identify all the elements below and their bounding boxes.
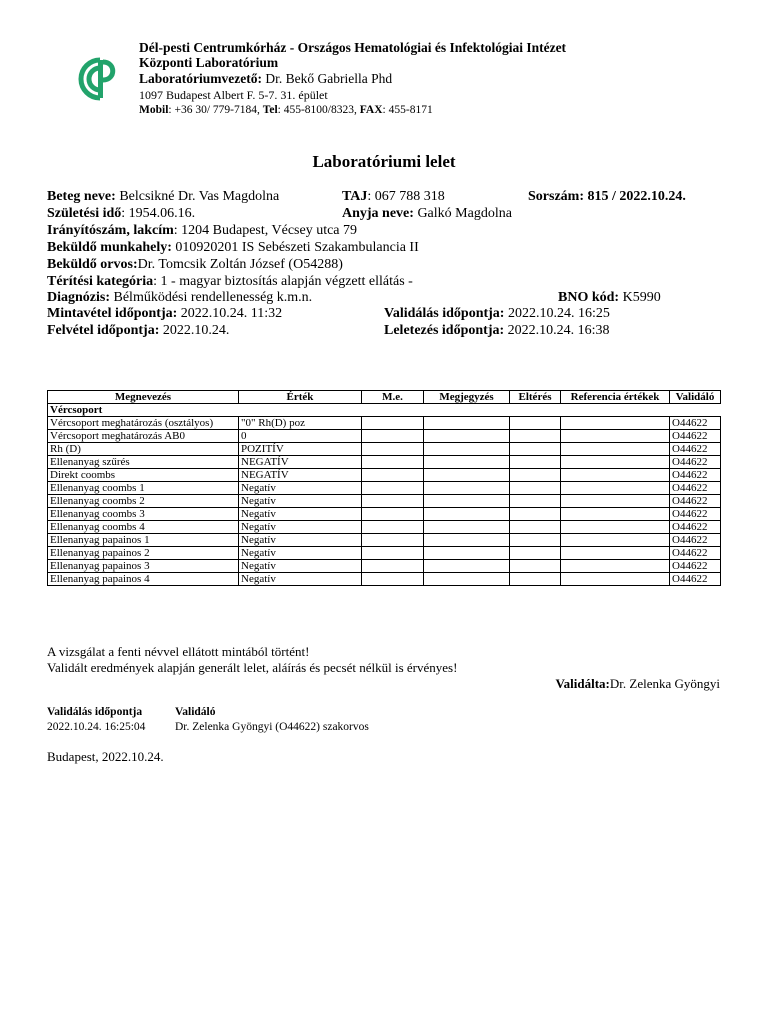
cell-deviation bbox=[510, 508, 561, 521]
cell-validator: O44622 bbox=[670, 469, 721, 482]
table-row bbox=[48, 495, 721, 508]
results-table bbox=[47, 390, 721, 586]
table-row bbox=[48, 534, 721, 547]
table-row bbox=[48, 443, 721, 456]
table-row bbox=[48, 547, 721, 560]
cell-reference bbox=[561, 560, 670, 573]
cell-deviation bbox=[510, 417, 561, 430]
cell-deviation bbox=[510, 443, 561, 456]
cell-value: POZITÍV bbox=[239, 443, 362, 456]
cell-name: Ellenanyag coombs 2 bbox=[48, 495, 239, 508]
cell-reference bbox=[561, 469, 670, 482]
cell-note bbox=[424, 573, 510, 586]
report-number: Sorszám: 815 / 2022.10.24. bbox=[528, 189, 686, 204]
cell-value: Negatív bbox=[239, 547, 362, 560]
lab-contacts: Mobil: +36 30/ 779-7184, Tel: 455-8100/8323, FAX: 455-8171 bbox=[139, 104, 433, 116]
cell-note bbox=[424, 560, 510, 573]
cell-validator: O44622 bbox=[670, 521, 721, 534]
cell-unit bbox=[362, 573, 424, 586]
table-row bbox=[48, 430, 721, 443]
validation-time: Validálás időpontja: 2022.10.24. 16:25 bbox=[384, 306, 610, 321]
cell-reference bbox=[561, 547, 670, 560]
cell-value: Negatív bbox=[239, 482, 362, 495]
cell-name: Ellenanyag coombs 3 bbox=[48, 508, 239, 521]
cell-value: NEGATÍV bbox=[239, 469, 362, 482]
cell-validator: O44622 bbox=[670, 547, 721, 560]
cell-deviation bbox=[510, 469, 561, 482]
group-row bbox=[48, 404, 721, 417]
cell-unit bbox=[362, 417, 424, 430]
cell-unit bbox=[362, 521, 424, 534]
cell-reference bbox=[561, 534, 670, 547]
group-label: Vércsoport bbox=[48, 404, 721, 417]
table-row bbox=[48, 417, 721, 430]
cell-note bbox=[424, 456, 510, 469]
payment-category: Térítési kategória: 1 - magyar biztosítás alapján végzett ellátás - bbox=[47, 274, 413, 289]
cell-name: Vércsoport meghatározás (osztályos) bbox=[48, 417, 239, 430]
patient-address: Irányítószám, lakcím: 1204 Budapest, Vécsey utca 79 bbox=[47, 223, 358, 238]
cell-value: Negatív bbox=[239, 521, 362, 534]
lab-address: 1097 Budapest Albert F. 5-7. 31. épület bbox=[139, 88, 328, 102]
sig-head-time: Validálás időpontja bbox=[47, 706, 143, 718]
cell-unit bbox=[362, 547, 424, 560]
column-header: Eltérés bbox=[510, 391, 561, 404]
cell-unit bbox=[362, 508, 424, 521]
cell-validator: O44622 bbox=[670, 430, 721, 443]
note-line-2: Validált eredmények alapján generált lelet, aláírás és pecsét nélkül is érvényes! bbox=[47, 660, 458, 675]
cell-deviation bbox=[510, 521, 561, 534]
cell-validator: O44622 bbox=[670, 443, 721, 456]
note-line-1: A vizsgálat a fenti névvel ellátott mintából történt! bbox=[47, 644, 310, 659]
lab-name: Központi Laboratórium bbox=[139, 55, 279, 70]
cell-deviation bbox=[510, 534, 561, 547]
cell-value: Negatív bbox=[239, 573, 362, 586]
cell-value: Negatív bbox=[239, 508, 362, 521]
patient-birth: Születési idő: 1954.06.16. bbox=[47, 206, 196, 221]
patient-taj: TAJ: 067 788 318 bbox=[342, 189, 445, 204]
cell-note bbox=[424, 443, 510, 456]
cell-note bbox=[424, 521, 510, 534]
column-header: Validáló bbox=[670, 391, 721, 404]
cell-validator: O44622 bbox=[670, 534, 721, 547]
receive-time: Felvétel időpontja: 2022.10.24. bbox=[47, 323, 230, 338]
table-row bbox=[48, 573, 721, 586]
cell-deviation bbox=[510, 430, 561, 443]
cell-name: Ellenanyag papainos 2 bbox=[48, 547, 239, 560]
cell-validator: O44622 bbox=[670, 495, 721, 508]
cell-validator: O44622 bbox=[670, 573, 721, 586]
cell-deviation bbox=[510, 495, 561, 508]
cell-value: Negatív bbox=[239, 495, 362, 508]
cell-name: Vércsoport meghatározás AB0 bbox=[48, 430, 239, 443]
cell-unit bbox=[362, 534, 424, 547]
bno-code: BNO kód: K5990 bbox=[558, 290, 661, 305]
patient-mother: Anyja neve: Galkó Magdolna bbox=[342, 206, 512, 221]
column-header: Érték bbox=[239, 391, 362, 404]
cell-name: Ellenanyag szűrés bbox=[48, 456, 239, 469]
table-row bbox=[48, 521, 721, 534]
table-row bbox=[48, 456, 721, 469]
cell-deviation bbox=[510, 482, 561, 495]
cell-reference bbox=[561, 417, 670, 430]
cell-value: "0" Rh(D) poz bbox=[239, 417, 362, 430]
cell-reference bbox=[561, 573, 670, 586]
cell-reference bbox=[561, 430, 670, 443]
cell-deviation bbox=[510, 573, 561, 586]
institution-name: Dél-pesti Centrumkórház - Országos Hematológiai és Infektológiai Intézet bbox=[139, 40, 567, 55]
column-header: M.e. bbox=[362, 391, 424, 404]
cell-note bbox=[424, 534, 510, 547]
cell-note bbox=[424, 508, 510, 521]
cell-unit bbox=[362, 443, 424, 456]
cell-note bbox=[424, 482, 510, 495]
sender-workplace: Beküldő munkahely: 010920201 IS Sebészeti Szakambulancia II bbox=[47, 240, 419, 255]
hospital-logo-icon bbox=[78, 56, 122, 102]
cell-name: Ellenanyag coombs 1 bbox=[48, 482, 239, 495]
place-date: Budapest, 2022.10.24. bbox=[47, 749, 164, 764]
cell-deviation bbox=[510, 560, 561, 573]
column-header: Referencia értékek bbox=[561, 391, 670, 404]
column-header: Megjegyzés bbox=[424, 391, 510, 404]
cell-value: NEGATÍV bbox=[239, 456, 362, 469]
sig-head-validator: Validáló bbox=[175, 706, 216, 718]
cell-reference bbox=[561, 521, 670, 534]
cell-reference bbox=[561, 495, 670, 508]
report-time: Leletezés időpontja: 2022.10.24. 16:38 bbox=[384, 323, 610, 338]
cell-value: Negatív bbox=[239, 534, 362, 547]
cell-deviation bbox=[510, 456, 561, 469]
table-row bbox=[48, 508, 721, 521]
cell-name: Ellenanyag papainos 3 bbox=[48, 560, 239, 573]
cell-name: Rh (D) bbox=[48, 443, 239, 456]
patient-name: Beteg neve: Belcsikné Dr. Vas Magdolna bbox=[47, 189, 280, 204]
cell-validator: O44622 bbox=[670, 482, 721, 495]
sender-doctor: Beküldő orvos:Dr. Tomcsik Zoltán József (O54288) bbox=[47, 257, 343, 272]
cell-value: 0 bbox=[239, 430, 362, 443]
cell-reference bbox=[561, 508, 670, 521]
cell-validator: O44622 bbox=[670, 417, 721, 430]
table-row bbox=[48, 560, 721, 573]
column-header: Megnevezés bbox=[48, 391, 239, 404]
cell-value: Negatív bbox=[239, 560, 362, 573]
cell-note bbox=[424, 417, 510, 430]
cell-name: Ellenanyag coombs 4 bbox=[48, 521, 239, 534]
cell-unit bbox=[362, 495, 424, 508]
diagnosis: Diagnózis: Bélműködési rendellenesség k.m.n. bbox=[47, 290, 313, 305]
cell-name: Direkt coombs bbox=[48, 469, 239, 482]
cell-name: Ellenanyag papainos 1 bbox=[48, 534, 239, 547]
cell-note bbox=[424, 469, 510, 482]
validated-by: Validálta:Dr. Zelenka Gyöngyi bbox=[555, 676, 720, 691]
cell-reference bbox=[561, 443, 670, 456]
cell-note bbox=[424, 495, 510, 508]
cell-reference bbox=[561, 456, 670, 469]
cell-unit bbox=[362, 482, 424, 495]
cell-validator: O44622 bbox=[670, 508, 721, 521]
cell-unit bbox=[362, 430, 424, 443]
cell-deviation bbox=[510, 547, 561, 560]
sig-validator: Dr. Zelenka Gyöngyi (O44622) szakorvos bbox=[175, 721, 369, 733]
cell-unit bbox=[362, 469, 424, 482]
cell-reference bbox=[561, 482, 670, 495]
cell-unit bbox=[362, 560, 424, 573]
sample-time: Mintavétel időpontja: 2022.10.24. 11:32 bbox=[47, 306, 283, 321]
page-title: Laboratóriumi lelet bbox=[312, 152, 456, 171]
table-row bbox=[48, 469, 721, 482]
cell-validator: O44622 bbox=[670, 560, 721, 573]
table-header-row bbox=[48, 391, 721, 404]
lab-head: Laboratóriumvezető: Dr. Bekő Gabriella Phd bbox=[139, 71, 393, 86]
cell-unit bbox=[362, 456, 424, 469]
cell-name: Ellenanyag papainos 4 bbox=[48, 573, 239, 586]
table-row bbox=[48, 482, 721, 495]
cell-validator: O44622 bbox=[670, 456, 721, 469]
sig-time: 2022.10.24. 16:25:04 bbox=[47, 721, 146, 733]
cell-note bbox=[424, 547, 510, 560]
cell-note bbox=[424, 430, 510, 443]
